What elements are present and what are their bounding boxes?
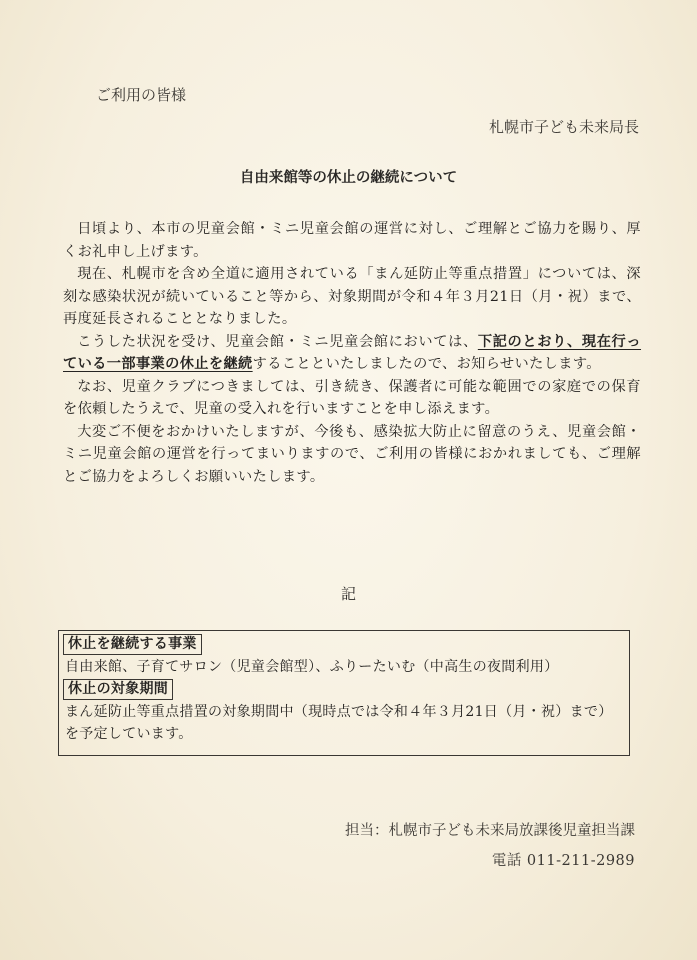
paragraph-decision-after: することといたしましたので、お知らせいたします。	[252, 356, 601, 372]
paragraph-situation: 現在、札幌市を含め全道に適用されている「まん延防止等重点措置」については、深刻な感染状況が続いていること等から、対象期間が令和４年３月21日（月・祝）まで、再度延長されることとなりました。	[63, 266, 641, 327]
contact-info	[345, 816, 635, 876]
period-heading: 休止の対象期間	[63, 679, 173, 700]
suspended-heading: 休止を継続する事業	[63, 634, 202, 655]
record-mark: 記	[340, 585, 356, 603]
suspended-items: 自由来館、子育てサロン（児童会館型）、ふりーたいむ（中高生の夜間利用）	[65, 659, 559, 675]
paragraph-decision-before: こうした状況を受け、児童会館・ミニ児童会館においては、	[77, 333, 478, 350]
paragraph-closing: 大変ご不便をおかけいたしますが、今後も、感染拡大防止に留意のうえ、児童会館・ミニ児童会館の運営を行ってまいりますので、ご利用の皆様におかれましても、ご理解とご協力をよろしくお願いいたします。	[63, 423, 641, 485]
contact-phone: 電話 011-211-2989	[491, 853, 635, 869]
period-text: まん延防止等重点措置の対象期間中（現時点では令和４年３月21日（月・祝）まで）を予定しています。	[65, 704, 613, 742]
paragraph-greeting: 日頃より、本市の児童会館・ミニ児童会館の運営に対し、ご理解とご協力を賜り、厚くお礼申し上げます。	[63, 221, 641, 260]
document-title: 自由来館等の休止の継続について	[239, 170, 458, 186]
emphasized-notice: 下記のとおり、現在行っている一部事業の休止を継続	[63, 333, 642, 372]
salutation: ご利用の皆様	[96, 86, 187, 104]
sender: 札幌市子ども未来局長	[488, 118, 639, 136]
paragraph-childcare-club: なお、児童クラブにつきましては、引き続き、保護者に可能な範囲での家庭での保育を依頼したうえで、児童の受入れを行いますことを申し添えます。	[63, 378, 641, 417]
contact-department: 担当：札幌市子ども未来局放課後児童担当課	[345, 823, 635, 839]
details-box	[58, 630, 630, 756]
body-text	[63, 218, 641, 488]
paragraph-decision	[63, 331, 641, 376]
